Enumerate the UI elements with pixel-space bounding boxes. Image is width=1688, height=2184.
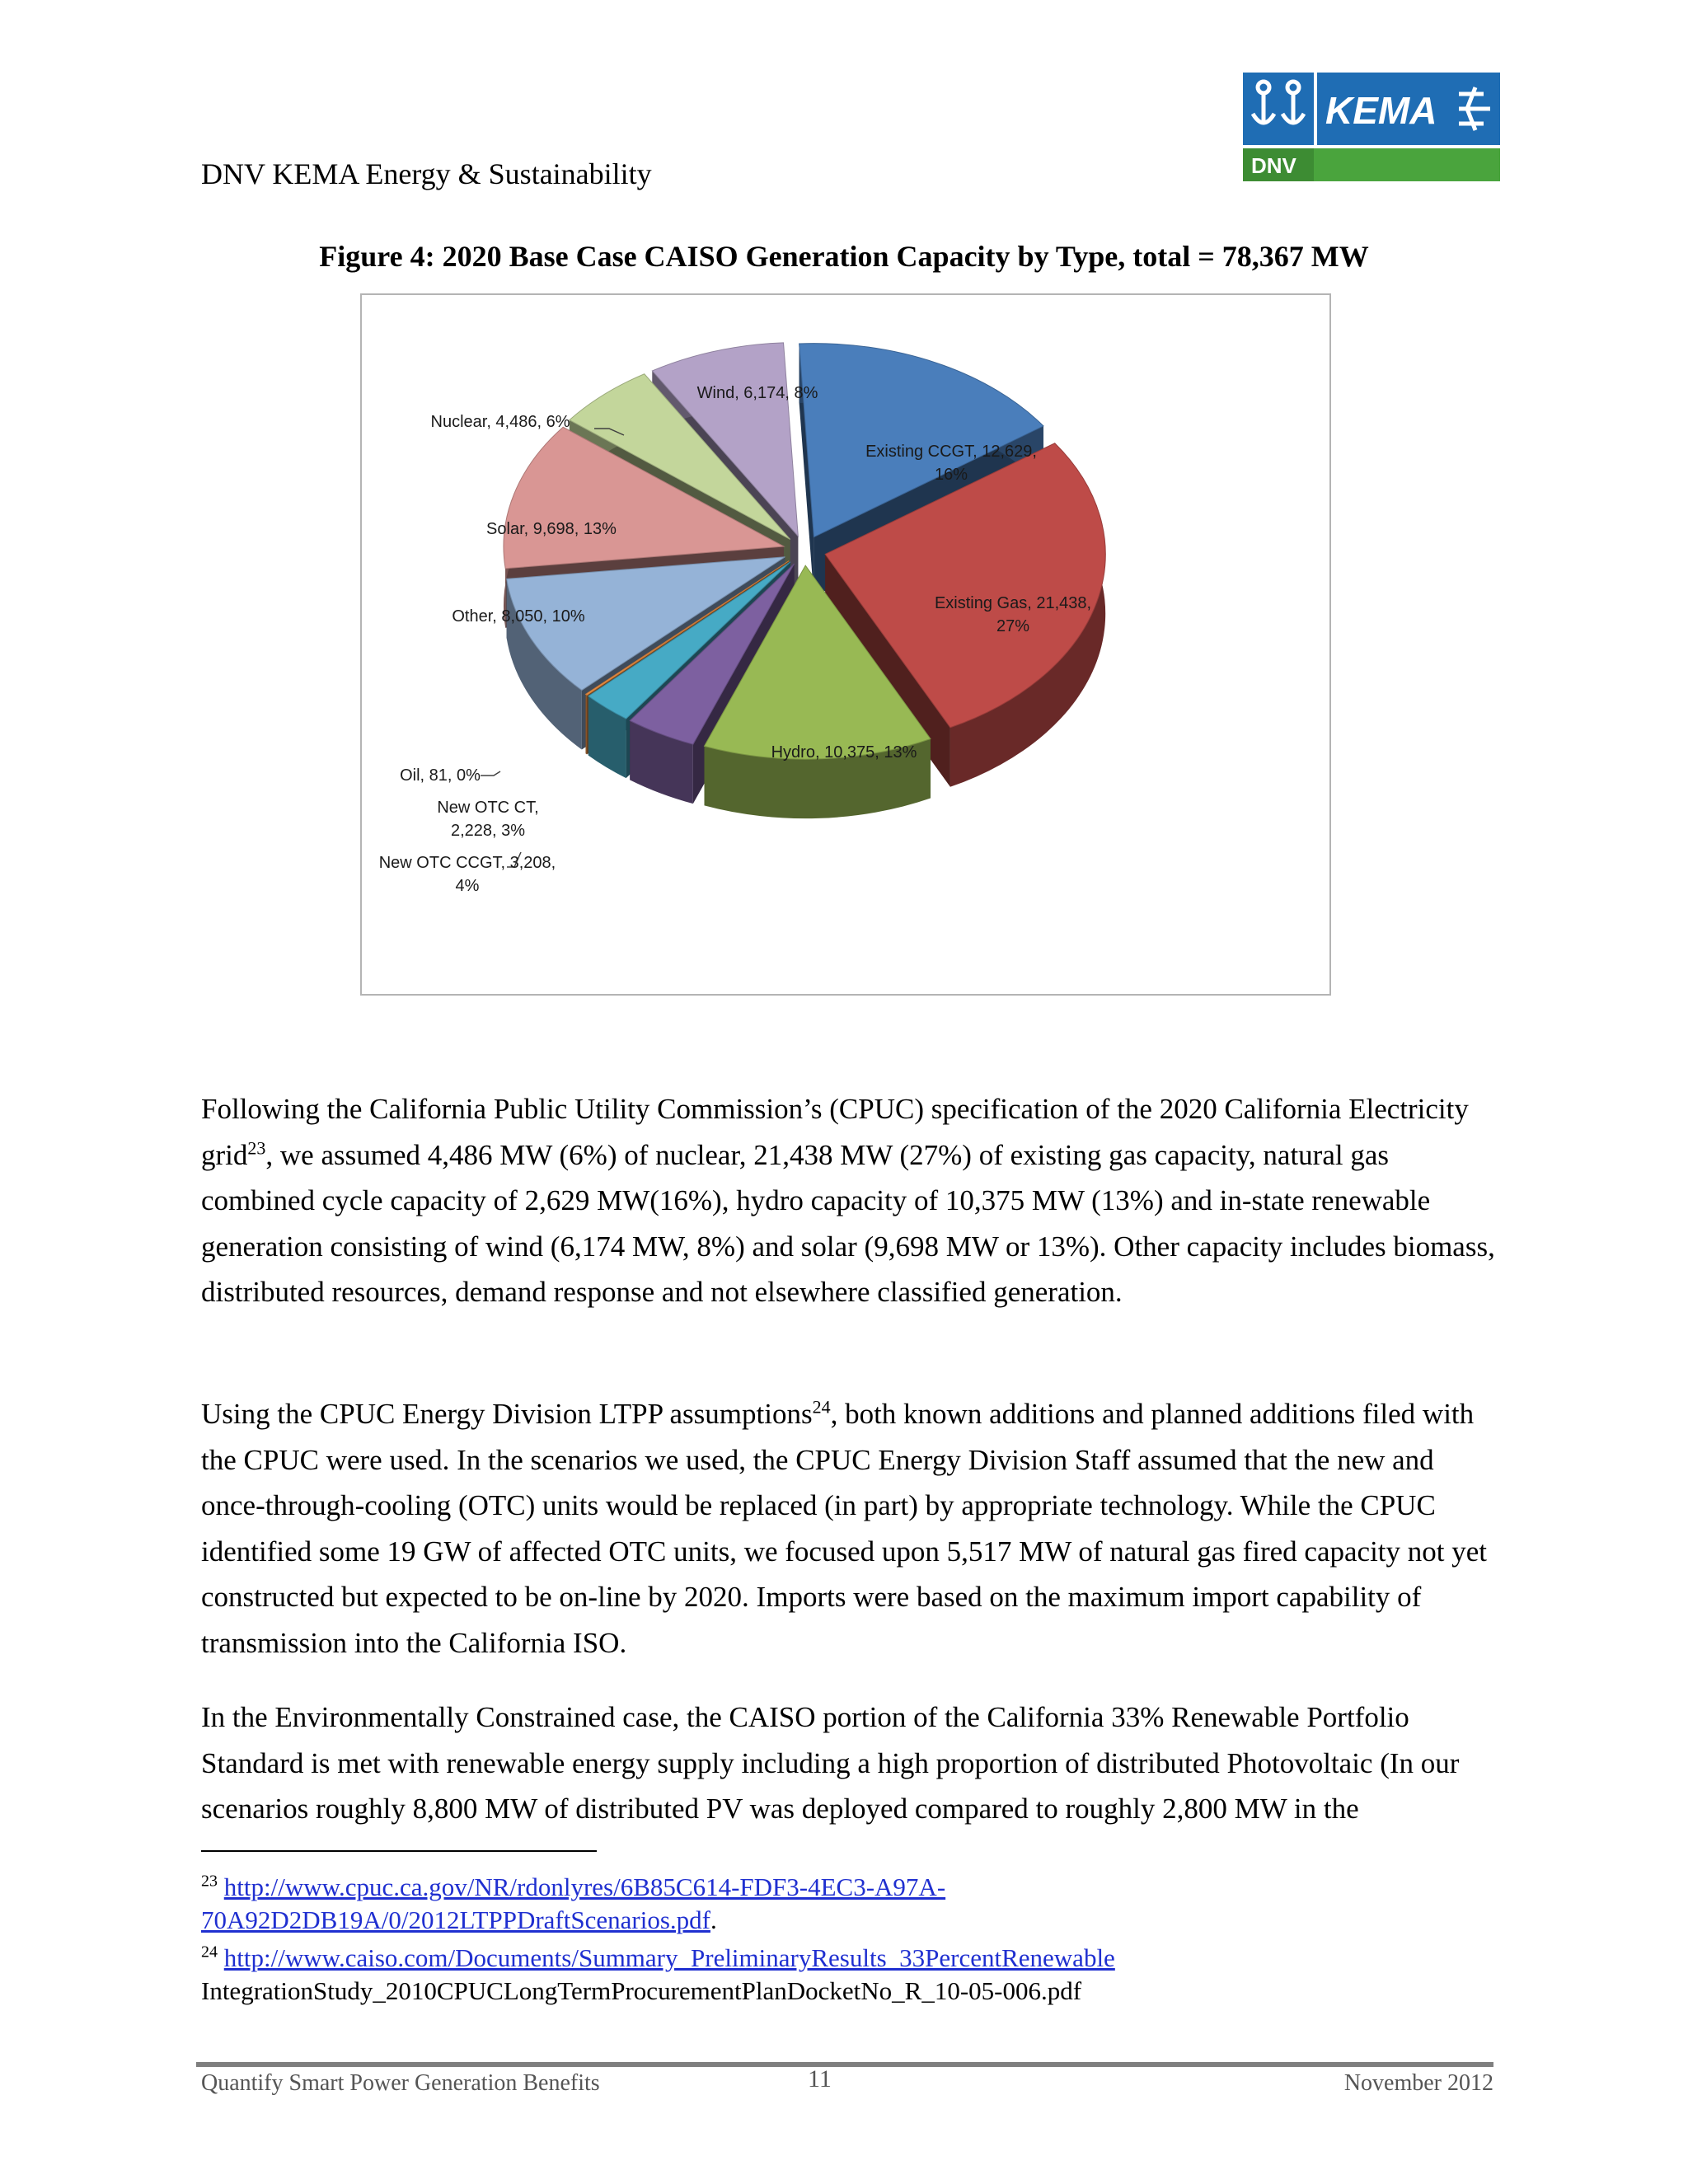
footnote-24 xyxy=(201,1942,1487,2008)
footnote-ref-23[interactable]: 23 xyxy=(247,1137,266,1158)
data-label-new-otc-ct: New OTC CT, 2,228, 3% xyxy=(437,799,539,840)
chart-frame xyxy=(360,293,1331,996)
footnote-ref-24[interactable]: 24 xyxy=(812,1396,831,1418)
footnote-separator xyxy=(201,1850,597,1852)
data-label-existing-ccgt: Existing CCGT, 12,629, 16% xyxy=(865,443,1037,484)
footer-doc-title: Quantify Smart Power Generation Benefits xyxy=(201,2070,600,2096)
data-label-existing-gas: Existing Gas, 21,438, 27% xyxy=(934,594,1092,635)
kema-dnv-logo xyxy=(1243,73,1500,181)
paragraph-3: In the Environmentally Constrained case, the CAISO portion of the California 33% Renewable Portfolio Standard is met with renewable energy supply including a high proportion of distributed Photovoltaic (In our scenarios roughly 8,800 MW of distributed PV was deployed compared to roughly 2,800 MW in the xyxy=(201,1701,1460,1825)
data-label-new-otc-ccgt: New OTC CCGT, 3,208, 4% xyxy=(378,854,556,895)
logo-brand-text: KEMA xyxy=(1325,89,1437,132)
data-label-oil: Oil, 81, 0% xyxy=(400,766,481,785)
paragraph-1 xyxy=(201,1086,1495,1315)
data-label-solar: Solar, 9,698, 13% xyxy=(486,520,617,538)
footnote-24-link-line-1[interactable]: http://www.caiso.com/Documents/Summary_PreliminaryResults_33PercentRenewable xyxy=(223,1943,1115,1972)
footnote-number-23: 23 xyxy=(201,1872,218,1891)
footnote-23-link-line-1[interactable]: http://www.cpuc.ca.gov/NR/rdonlyres/6B85C614-FDF3-4EC3-A97A- xyxy=(223,1872,946,1901)
footnote-23-trail: . xyxy=(710,1905,717,1934)
paragraph-1-text-b: , we assumed 4,486 MW (6%) of nuclear, 21,438 MW (27%) of existing gas capacity, natural gas combined cycle capacity of 2,629 MW(16%), hydro capacity of 10,375 MW (13%) and in-state renewable generation consisting of wind (6,174 MW, 8%) and solar (9,698 MW or 13%). Other capacity includes biomass, distributed resources, demand response and not elsewhere classified generation. xyxy=(201,1138,1495,1308)
data-label-hydro: Hydro, 10,375, 13% xyxy=(771,743,917,762)
pie-slice-rim xyxy=(586,694,588,754)
pie-slice-tops xyxy=(504,343,1105,759)
logo-sub-text: DNV xyxy=(1251,153,1296,178)
footer-rule xyxy=(196,2062,1493,2067)
data-label-nuclear: Nuclear, 4,486, 6% xyxy=(430,413,570,431)
footnote-number-24: 24 xyxy=(201,1943,218,1961)
pie-chart xyxy=(362,295,1329,994)
figure-title: Figure 4: 2020 Base Case CAISO Generation Capacity by Type, total = 78,367 MW xyxy=(319,240,1369,273)
paragraph-1-text-a: Following the California Public Utility Commission’s (CPUC) specification of the 2020 California Electricity grid xyxy=(201,1093,1469,1171)
footnote-23-link-line-2[interactable]: 70A92D2DB19A/0/2012LTPPDraftScenarios.pdf xyxy=(201,1905,710,1934)
footer-date: November 2012 xyxy=(1343,2070,1493,2096)
leader-line xyxy=(481,771,500,776)
footer-page-number: 11 xyxy=(808,2065,832,2093)
footnote-24-line-2: IntegrationStudy_2010CPUCLongTermProcurementPlanDocketNo_R_10-05-006.pdf xyxy=(201,1976,1082,2005)
data-label-wind: Wind, 6,174, 8% xyxy=(696,384,818,402)
logo-divider xyxy=(1314,73,1317,145)
paragraph-2-text-b: , both known additions and planned additions filed with the CPUC were used. In the scenarios we used, the CPUC Energy Division Staff assumed that the new and once-through-cooling (OTC) units would be replaced (in part) by appropriate technology. While the CPUC identified some 19 GW of affected OTC units, we focused upon 5,517 MW of natural gas fired capacity not yet constructed but expected to be on-line by 2020. Imports were based on the maximum import capability of transmission into the California ISO. xyxy=(201,1398,1487,1659)
header-org-name: DNV KEMA Energy & Sustainability xyxy=(201,157,652,190)
paragraph-2-text-a: Using the CPUC Energy Division LTPP assumptions xyxy=(201,1398,813,1430)
paragraph-2 xyxy=(201,1391,1495,1666)
data-label-other: Other, 8,050, 10% xyxy=(452,607,585,626)
footnote-23 xyxy=(201,1871,1487,1937)
